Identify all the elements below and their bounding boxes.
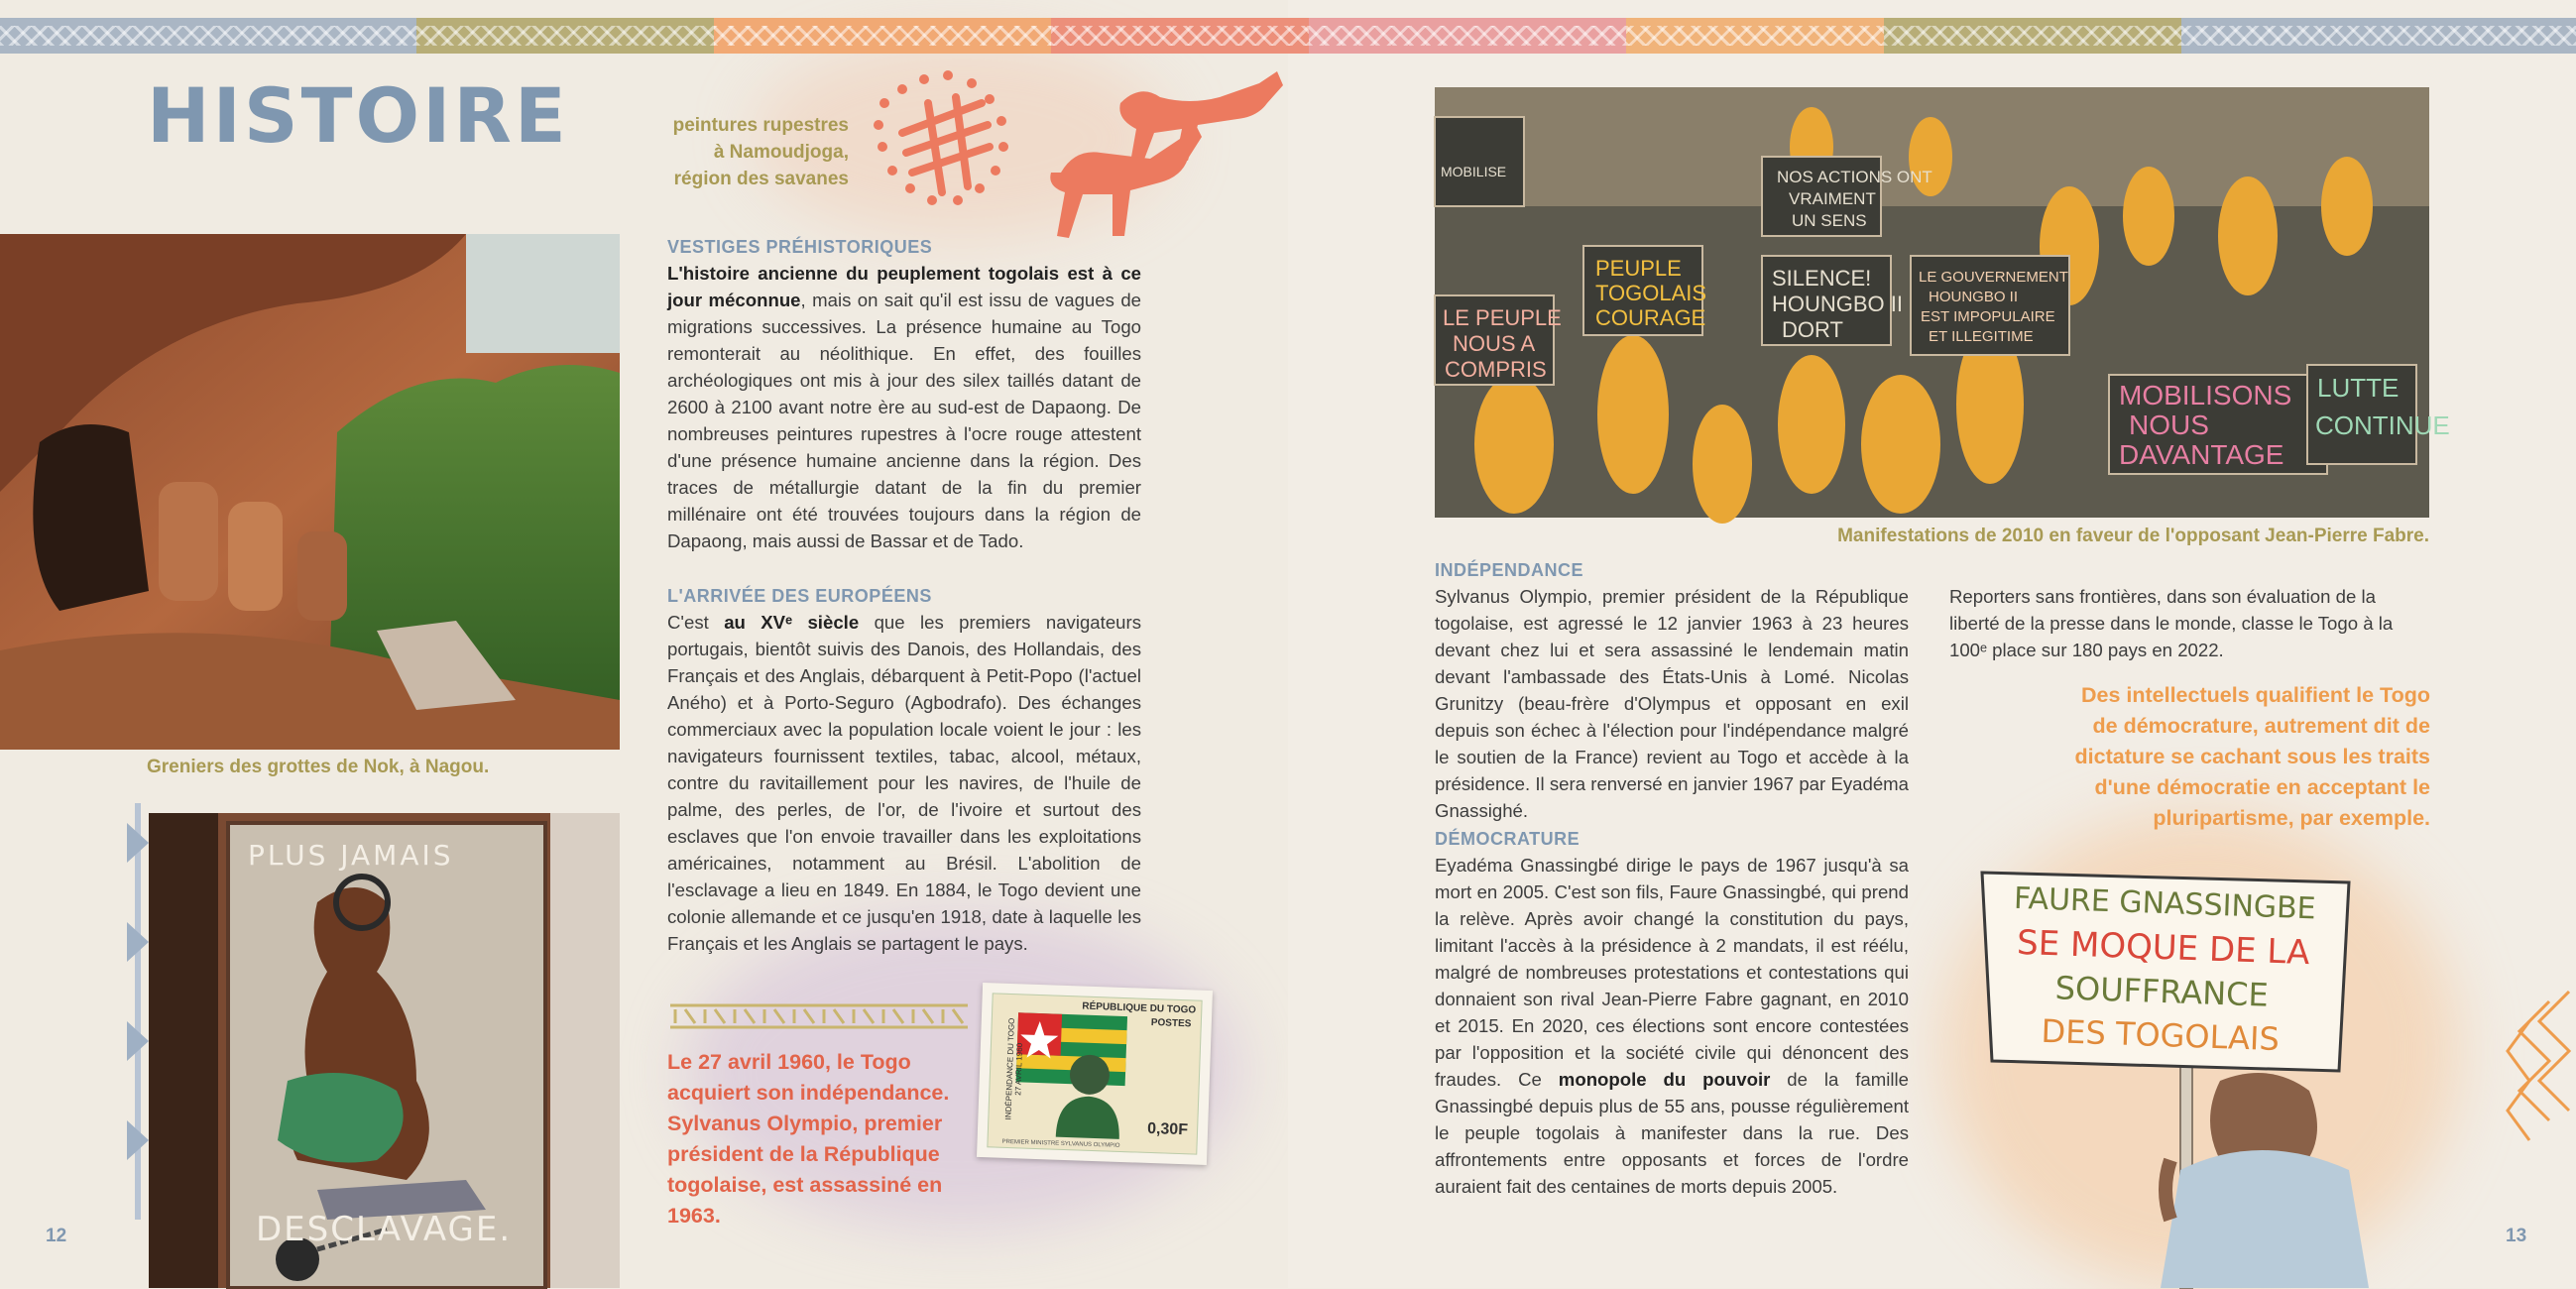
border-segment (416, 18, 714, 54)
portrait-icon (1048, 1047, 1130, 1139)
bold-phrase: au XVᵉ siècle (724, 612, 860, 633)
section-heading: INDÉPENDANCE (1435, 560, 1584, 580)
border-segment (0, 18, 416, 54)
section-heading: VESTIGES PRÉHISTORIQUES (667, 237, 933, 257)
protest-placard (1991, 877, 2334, 1063)
rsf-paragraph: Reporters sans frontières, dans son évaluation de la liberté de la presse dans le monde, classe le Togo à la 100ᵉ place sur 180 pays en 2022. (1949, 586, 2394, 660)
democrature-paragraph (1435, 852, 1909, 1200)
section-heading: DÉMOCRATURE (1435, 829, 1581, 849)
decorative-pattern-band (670, 1001, 968, 1031)
stamp-postes: POSTES (1150, 1016, 1192, 1030)
border-segment (1626, 18, 1884, 54)
independence-stamp (977, 983, 1213, 1165)
pull-quote: Le 27 avril 1960, le Togo acquiert son indépendance. Sylvanus Olympio, premier président de la République togolaise, est assassiné en 1963. (667, 1050, 950, 1228)
placard-line: DES TOGOLAIS (2040, 1011, 2281, 1059)
svg-text:ET ILLEGITIME: ET ILLEGITIME (1929, 328, 2034, 345)
svg-text:VRAIMENT: VRAIMENT (1789, 189, 1876, 208)
paragraph-text: de la famille Gnassingbé depuis plus de 55 ans, pousse régulièrement le peuple togolais à manifester dans la rue. Des affrontements entre opposants et forces de l'ordre auraient fait des centaines de morts depuis 2005. (1435, 1069, 1909, 1197)
decorative-zigzag-icon (2500, 982, 2576, 1160)
pull-quote: Des intellectuels qualifient le Togo de démocrature, autrement dit de dictature se cachant sous les traits d'une démocratie en acceptant le pluripartisme, par exemple. (2074, 683, 2430, 830)
rock-art-caption (635, 112, 849, 192)
rock-art-caption-line: région des savanes (673, 169, 849, 189)
svg-text:HOUNGBO II: HOUNGBO II (1929, 289, 2019, 305)
placard-line: FAURE GNASSINGBE (2013, 880, 2317, 927)
page-number: 12 (46, 1226, 67, 1246)
protest-photo (1435, 87, 2450, 518)
svg-text:NOS ACTIONS ONT: NOS ACTIONS ONT (1777, 168, 1932, 186)
svg-text:LE PEUPLE: LE PEUPLE (1443, 305, 1562, 330)
svg-text:HOUNGBO II: HOUNGBO II (1772, 292, 1904, 316)
stamp-side-text (1003, 999, 1026, 1139)
svg-text:COMPRIS: COMPRIS (1445, 357, 1547, 382)
stamp-country: RÉPUBLIQUE DU TOGO (1082, 1000, 1197, 1016)
svg-text:LUTTE: LUTTE (2317, 373, 2400, 403)
independance-paragraph: Sylvanus Olympio, premier président de la République togolaise, est agressé le 12 janvier 1963 à 23 heures devant chez lui et sera assassiné le lendemain matin devant l'ambassade des États-Unis à Lomé. Nicolas Grunitzy (beau-frère d'Olympus et opposant en exil depuis son échec à l'élection pour l'indépendance malgré le soutien de la France) revient au Togo et accède à la présidence. Il sera renversé en janvier 1967 par Eyadéma Gnassighé. (1435, 586, 1909, 821)
section-heading: L'ARRIVÉE DES EUROPÉENS (667, 586, 932, 606)
border-segment (1051, 18, 1309, 54)
poster-bottom-text: DESCLAVAGE. (256, 1210, 513, 1249)
svg-text:MOBILISE: MOBILISE (1441, 164, 1507, 179)
svg-text:TOGOLAIS: TOGOLAIS (1595, 281, 1707, 305)
decorative-vertical-strip (127, 803, 149, 1220)
border-segment (714, 18, 1051, 54)
paragraph-text: , mais on sait qu'il est issu de vagues de migrations successives. La présence humaine au Togo remonterait au néolithique. En effet, des fouilles archéologiques ont mis à jour des silex taillés datant de 2600 à 2100 avant notre ère au sud-est de Dapaong. De nombreuses peintures rupestres à l'ocre rouge attestent d'une présence humaine ancienne dans la région. Des traces de métallurgie datant de la fin du premier millénaire ont été trouvées toujours dans la région de Dapaong, mais aussi de Bassar et de Tado. (667, 290, 1141, 551)
svg-text:EST IMPOPULAIRE: EST IMPOPULAIRE (1921, 308, 2055, 325)
stamp-date: 27 AVRIL 1960 (1013, 1042, 1025, 1096)
svg-text:SILENCE!: SILENCE! (1772, 266, 1872, 291)
right-page (1288, 0, 2576, 1288)
svg-text:PEUPLE: PEUPLE (1595, 256, 1682, 281)
rock-art-caption-line: peintures rupestres (672, 115, 849, 136)
page-title: HISTOIRE (147, 71, 569, 160)
paragraph-text: que les premiers navigateurs portugais, bientôt suivis des Danois, des Hollandais, des Français et des Anglais, débarquent à Petit-Popo (l'actuel Aného) et à Porto-Seguro (Agbodrafo). Des échanges commerciaux avec la population locale voient le jour : les navigateurs fournissent textiles, tabac, alcool, métaux, contre du ravitaillement pour les navires, de l'huile de palme, des perles, de l'or, de l'ivoire et surtout des esclaves que l'on envoie travailler dans les exploitations américaines, notamment au Brésil. L'abolition de l'esclavage a lieu en 1849. En 1884, le Togo devient une colonie allemande et ce jusqu'en 1918, date à laquelle les Français et les Anglais se partagent le pays. (667, 612, 1141, 954)
rock-art-illustration (873, 63, 1329, 272)
left-page (0, 0, 1288, 1288)
svg-text:MOBILISONS: MOBILISONS (2119, 380, 2292, 410)
prehistory-paragraph (667, 260, 1141, 554)
paragraph-text: Eyadéma Gnassingbé dirige le pays de 1967 jusqu'à sa mort en 2005. C'est son fils, Faure Gnassingbé, qui prend la relève. Après avoir changé la constitution du pays, limitant l'accès à la présidence à 2 mandats, il est réélu, malgré de nombreuses protestations et contestations qui donnaient son rival Jean-Pierre Fabre gagnant, en 2010 et 2015. En 2020, ces élections sont encore contestées par l'opposition et la société civile qui dénoncent des fraudes. Ce (1435, 855, 1909, 1090)
svg-text:LE GOUVERNEMENT: LE GOUVERNEMENT (1919, 269, 2068, 286)
border-segment (1309, 18, 1626, 54)
stamp-face (987, 993, 1202, 1154)
border-segment (1884, 18, 2181, 54)
stamp-bottom: PREMIER MINISTRE SYLVANUS OLYMPIO (1001, 1138, 1120, 1149)
svg-text:COURAGE: COURAGE (1595, 305, 1706, 330)
svg-text:DORT: DORT (1782, 317, 1843, 342)
svg-text:DAVANTAGE: DAVANTAGE (2119, 439, 2284, 470)
photo-caption: Greniers des grottes de Nok, à Nagou. (147, 757, 490, 777)
svg-text:CONTINUE: CONTINUE (2315, 410, 2450, 440)
page-number: 13 (2506, 1226, 2527, 1246)
stamp-side-title: INDÉPENDANCE DU TOGO (1003, 1017, 1016, 1120)
border-segment (2181, 18, 2576, 54)
cave-granary-photo (0, 234, 620, 750)
svg-text:NOUS A: NOUS A (1453, 331, 1536, 356)
europeans-paragraph (667, 609, 1141, 957)
placard-line: SE MOQUE DE LA (2016, 922, 2311, 974)
rock-art-caption-line: à Namoudjoga, (713, 142, 849, 163)
svg-text:UN SENS: UN SENS (1792, 211, 1867, 230)
paragraph-text: C'est (667, 612, 725, 633)
bold-lead: L'histoire ancienne du peuplement togolais est à ce jour méconnue (667, 263, 1141, 310)
bold-phrase: monopole du pouvoir (1558, 1069, 1771, 1090)
decorative-top-border (0, 18, 2576, 54)
placard-line: SOUFFRANCE (2054, 969, 2270, 1014)
svg-text:NOUS: NOUS (2129, 410, 2209, 440)
photo-caption: Manifestations de 2010 en faveur de l'opposant Jean-Pierre Fabre. (1837, 526, 2429, 546)
poster-top-text: PLUS JAMAIS (248, 839, 454, 872)
stamp-value: 0,30F (1146, 1119, 1189, 1139)
